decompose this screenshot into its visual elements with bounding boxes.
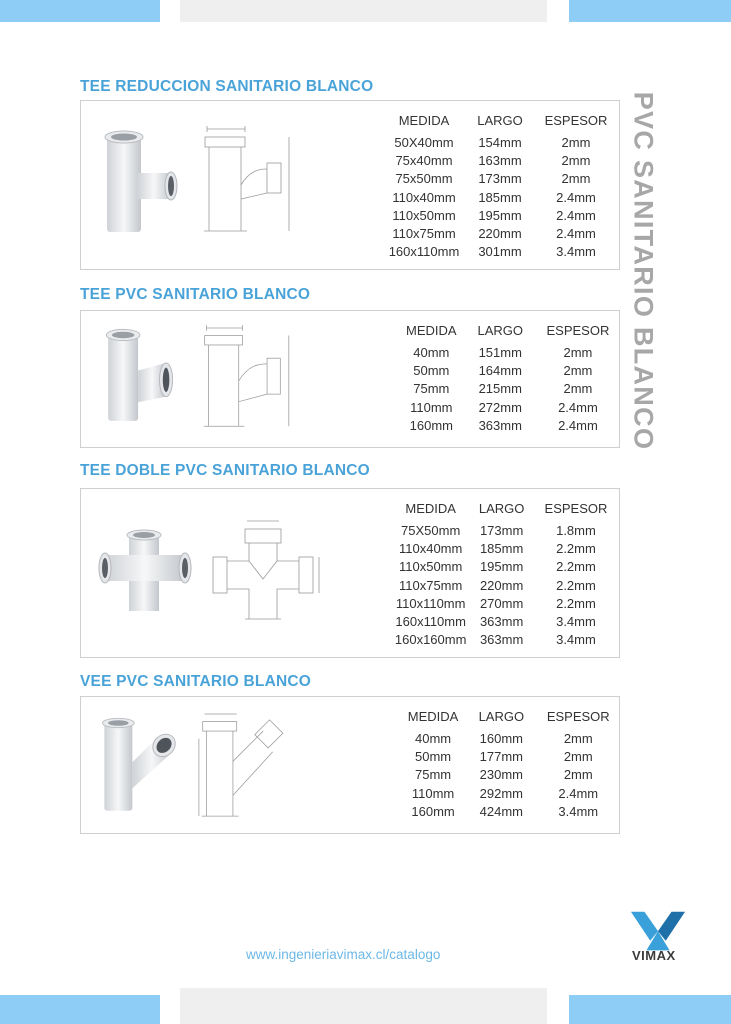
medida-cell: 50mm: [413, 363, 450, 379]
largo-cell: 292mm: [479, 785, 524, 801]
espesor-cell: 2mm: [563, 749, 593, 765]
largo-cell: 195mm: [478, 207, 522, 223]
table-row: [384, 134, 616, 152]
table-row: [391, 540, 619, 558]
medida-cell: 110x40mm: [399, 541, 463, 557]
largo-cell: 177mm: [479, 749, 524, 765]
largo-cell: 424mm: [479, 803, 524, 819]
medida-cell: 160x110mm: [395, 614, 466, 630]
espesor-cell: 3.4mm: [556, 614, 596, 630]
medida-cell: 110x50mm: [392, 207, 456, 223]
espesor-cell: 2mm: [563, 767, 593, 783]
section-title-tee: TEE PVC SANITARIO BLANCO: [80, 286, 311, 303]
tee-photo: [97, 325, 181, 429]
table-row: [384, 243, 616, 261]
table-row: [384, 170, 616, 188]
medida-cell: 40mm: [415, 731, 452, 746]
table-row: [391, 595, 619, 613]
espesor-cell: 2.2mm: [556, 559, 596, 575]
spec-rows-tee: [399, 344, 619, 435]
spec-rows-vee: [401, 730, 619, 821]
brand-name: VIMAX: [632, 948, 676, 963]
medida-cell: 110mm: [410, 399, 453, 415]
product-card-vee: [80, 696, 620, 834]
table-row: [391, 577, 619, 595]
largo-cell: 173mm: [479, 523, 524, 538]
espesor-cell: 2.4mm: [556, 226, 596, 242]
header-medida: MEDIDA: [406, 323, 457, 338]
spec-table-tee-doble: [391, 501, 619, 649]
medida-cell: 75x40mm: [395, 153, 453, 169]
espesor-cell: 2mm: [563, 381, 593, 397]
tee-doble-photo: [95, 525, 195, 615]
espesor-cell: 2.4mm: [558, 785, 599, 801]
bottom-center-bar: [180, 988, 547, 1024]
largo-cell: 363mm: [478, 417, 522, 433]
medida-cell: 75mm: [413, 381, 450, 397]
spec-rows-tee-reduccion: [384, 134, 616, 261]
table-row: [391, 631, 619, 649]
side-title: PVC SANITARIO BLANCO: [628, 91, 659, 451]
header-largo: LARGO: [477, 323, 523, 338]
largo-cell: 185mm: [478, 189, 522, 205]
table-row: [384, 207, 616, 225]
medida-cell: 110x110mm: [395, 595, 466, 611]
table-row: [384, 225, 616, 243]
espesor-cell: 2mm: [563, 345, 593, 360]
medida-cell: 160mm: [411, 803, 455, 819]
medida-cell: 50mm: [415, 749, 452, 765]
medida-cell: 160mm: [409, 417, 453, 433]
largo-cell: 154mm: [478, 135, 522, 150]
largo-cell: 220mm: [478, 226, 522, 242]
bottom-right-bar: [569, 995, 731, 1024]
tee-reduccion-drawing: [199, 123, 309, 243]
top-center-bar: [180, 0, 547, 22]
espesor-cell: 3.4mm: [556, 244, 596, 260]
medida-cell: 75x50mm: [395, 171, 453, 187]
largo-cell: 220mm: [479, 577, 524, 593]
medida-cell: 110x75mm: [399, 577, 463, 593]
largo-cell: 151mm: [478, 345, 522, 360]
table-row: [391, 522, 619, 540]
medida-cell: 110x50mm: [399, 559, 463, 575]
header-largo: LARGO: [477, 113, 523, 128]
vee-photo: [95, 711, 179, 819]
table-row: [401, 730, 619, 748]
espesor-cell: 2.2mm: [556, 541, 596, 557]
espesor-cell: 2.4mm: [558, 399, 598, 415]
spec-table-vee: [401, 709, 619, 821]
espesor-cell: 2.4mm: [556, 207, 596, 223]
table-row: [401, 785, 619, 803]
medida-cell: 110x75mm: [392, 226, 456, 242]
table-row: [399, 344, 619, 362]
largo-cell: 272mm: [478, 399, 522, 415]
largo-cell: 195mm: [479, 559, 524, 575]
largo-cell: 160mm: [479, 731, 524, 746]
espesor-cell: 2.2mm: [556, 595, 596, 611]
spec-rows-tee-doble: [391, 522, 619, 649]
product-card-tee-doble: [80, 488, 620, 658]
medida-cell: 110mm: [411, 785, 455, 801]
medida-cell: 75X50mm: [401, 523, 461, 538]
espesor-cell: 2mm: [561, 153, 591, 169]
header-espesor: ESPESOR: [546, 323, 610, 338]
espesor-cell: 2mm: [561, 135, 591, 150]
header-medida: MEDIDA: [407, 709, 459, 724]
medida-cell: 50X40mm: [394, 135, 454, 150]
espesor-cell: 3.4mm: [556, 632, 596, 648]
table-row: [399, 380, 619, 398]
section-title-tee-reduccion: TEE REDUCCION SANITARIO BLANCO: [80, 78, 374, 95]
largo-cell: 163mm: [478, 153, 522, 169]
header-medida: MEDIDA: [398, 113, 450, 128]
section-title-tee-doble: TEE DOBLE PVC SANITARIO BLANCO: [80, 462, 370, 479]
header-espesor: ESPESOR: [546, 709, 610, 724]
vee-drawing: [197, 707, 301, 827]
table-row: [391, 613, 619, 631]
largo-cell: 215mm: [478, 381, 522, 397]
tee-reduccion-photo: [97, 127, 187, 237]
table-row: [401, 748, 619, 766]
medida-cell: 40mm: [413, 345, 450, 360]
espesor-cell: 3.4mm: [558, 803, 599, 819]
medida-cell: 110x40mm: [392, 189, 456, 205]
section-title-vee: VEE PVC SANITARIO BLANCO: [80, 673, 312, 690]
espesor-cell: 2.2mm: [556, 577, 596, 593]
table-row: [384, 152, 616, 170]
spec-table-tee-reduccion: [384, 113, 616, 261]
product-card-tee-reduccion: [80, 100, 620, 270]
largo-cell: 363mm: [479, 614, 524, 630]
catalog-link[interactable]: www.ingenieriavimax.cl/catalogo: [246, 947, 441, 962]
tee-drawing: [199, 319, 303, 439]
largo-cell: 185mm: [479, 541, 524, 557]
table-row: [384, 189, 616, 207]
header-largo: LARGO: [478, 709, 525, 724]
largo-cell: 173mm: [478, 171, 522, 187]
top-right-bar: [569, 0, 731, 22]
table-row: [399, 417, 619, 435]
largo-cell: 230mm: [479, 767, 524, 783]
largo-cell: 363mm: [479, 632, 524, 648]
medida-cell: 160x110mm: [388, 244, 460, 260]
largo-cell: 270mm: [479, 595, 524, 611]
spec-table-tee: [399, 323, 619, 435]
espesor-cell: 2.4mm: [556, 189, 596, 205]
tee-doble-drawing: [207, 515, 327, 629]
bottom-left-bar: [0, 995, 160, 1024]
table-row: [399, 362, 619, 380]
largo-cell: 164mm: [478, 363, 522, 379]
espesor-cell: 2mm: [561, 171, 591, 187]
table-row: [401, 803, 619, 821]
table-row: [399, 399, 619, 417]
largo-cell: 301mm: [478, 244, 522, 260]
header-espesor: ESPESOR: [544, 113, 608, 128]
espesor-cell: 2.4mm: [558, 417, 598, 433]
side-title-wrap: [622, 66, 664, 476]
top-left-bar: [0, 0, 160, 22]
table-row: [391, 558, 619, 576]
header-largo: LARGO: [478, 501, 525, 516]
header-medida: MEDIDA: [405, 501, 456, 516]
espesor-cell: 2mm: [563, 731, 593, 746]
medida-cell: 75mm: [415, 767, 452, 783]
header-espesor: ESPESOR: [544, 501, 608, 516]
espesor-cell: 1.8mm: [556, 523, 596, 538]
medida-cell: 160x160mm: [394, 632, 467, 648]
product-card-tee: [80, 310, 620, 448]
table-row: [401, 766, 619, 784]
espesor-cell: 2mm: [563, 363, 593, 379]
